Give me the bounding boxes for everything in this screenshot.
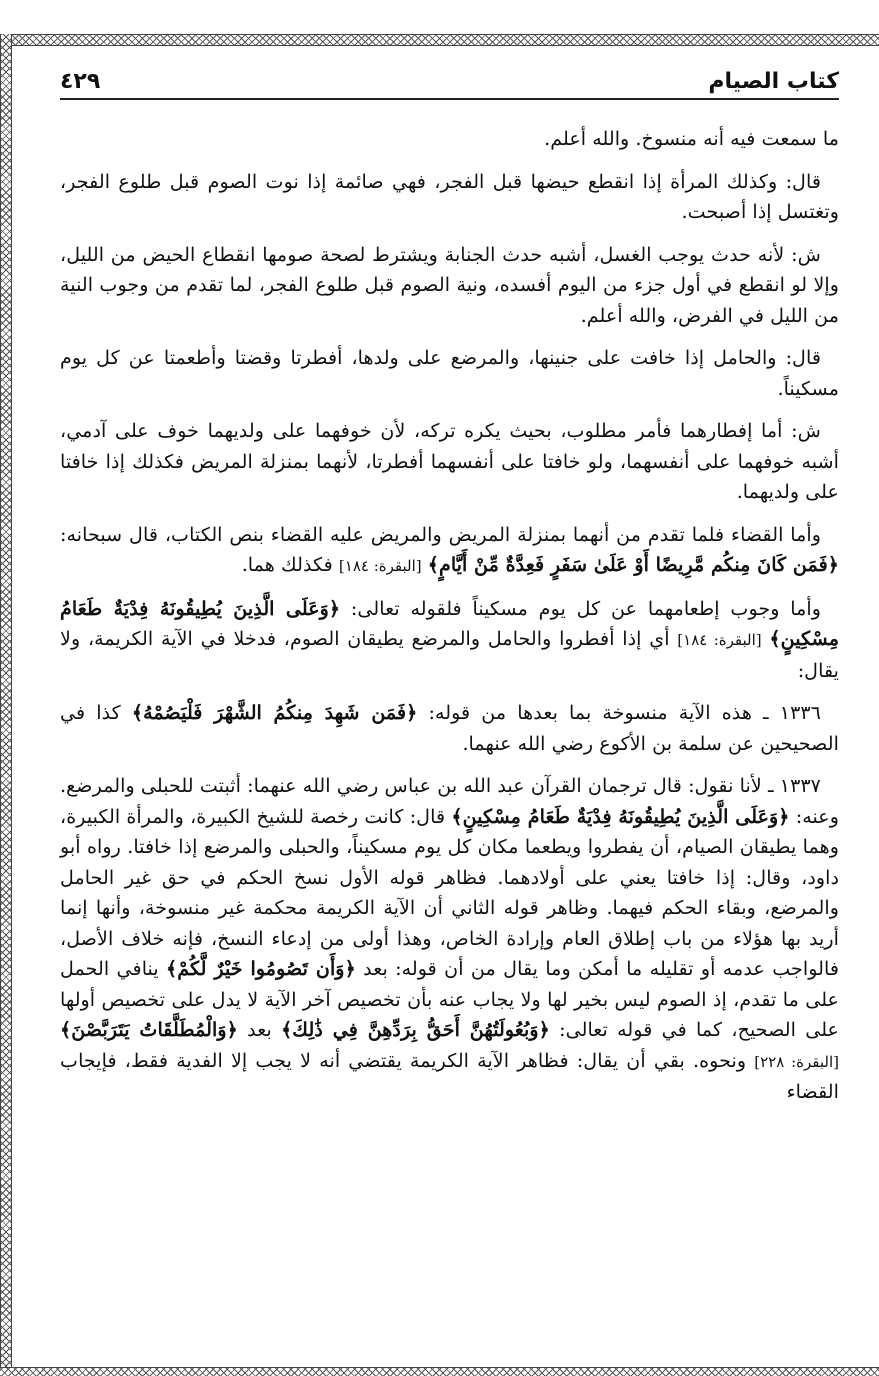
paragraph-6: [60, 520, 839, 582]
paragraph-1: ما سمعت فيه أنه منسوخ. والله أعلم.: [544, 127, 839, 150]
text-segment: بعد: [237, 1018, 282, 1041]
quran-verse: ﴿فَمَن كَانَ مِنكُم مَّرِيضًا أَوْ عَلَىٰ سَفَرٍ فَعِدَّةٌ مِّنْ أَيَّامٍ﴾: [427, 553, 839, 576]
quran-verse: ﴿وَأَن تَصُومُوا خَيْرٌ لَّكُمْ﴾: [166, 957, 356, 980]
ornamental-border-left: [0, 34, 12, 1376]
paragraph-9: [60, 771, 839, 1108]
quran-verse: ﴿وَعَلَى الَّذِينَ يُطِيقُونَهُ فِدْيَةٌ طَعَامُ مِسْكِينٍ﴾: [451, 804, 790, 828]
paragraph-4: قال: والحامل إذا خافت على جنينها، والمرضع على ولدها، أفطرتا وقضتا وأطعمتا عن كل يوم مسكيناً.: [60, 346, 839, 400]
text-segment: قال: كانت رخصة للشيخ الكبيرة، والمرأة الكبيرة، وهما يطيقان الصيام، أن يفطروا ويطعما مكان كل يوم مسكيناً، والحبلى والمرضع إذا خافتا. رواه أبو داود، وقال: إذا خافتا يعني على أولادهما. فظاهر قوله الأول نسخ الحكم في حق غير الحامل والمرضع، وبقاء الحكم فيهما. وظاهر قوله الثاني أن الآية الكريمة محكمة غير منسوخة، وأنها إنما أريد بها هؤلاء من باب إطلاق العام وإرادة الخاص، وهذا أولى من إدعاء النسخ، فإنه خلاف الأصل، فالواجب عدمه أو تقليله ما أمكن وما يقال من أن قوله: بعد: [60, 804, 840, 980]
page-body: [60, 124, 839, 1120]
text-segment: ١٣٣٧ ـ لأنا نقول: قال ترجمان القرآن عبد الله بن عباس رضي الله عنهما: أثبتت للحبلى والمرضع. وعنه:: [60, 774, 839, 828]
text-segment: ١٣٣٦ ـ هذه الآية منسوخة بما بعدها من قوله:: [417, 701, 821, 724]
text-segment: أي إذا أفطروا والحامل والمرضع يطيقان الصوم، فدخلا في الآية الكريمة، ولا يقال:: [60, 627, 839, 682]
ornamental-border-top: [0, 34, 879, 46]
paragraph-5: ش: أما إفطارهما فأمر مطلوب، بحيث يكره تركه، لأن خوفهما على ولديهما خوف على آدمي، أشبه خوفهما على أنفسهما، ولو خافتا على أنفسهما أفطرتا، لأنهما بمنزلة المريض فكذلك إذا خافتا على ولديهما.: [60, 419, 839, 503]
verse-reference: [البقرة: ١٨٤]: [338, 557, 422, 575]
ornamental-border-bottom: [0, 1367, 879, 1376]
paragraph-8: [60, 698, 839, 759]
quran-verse: ﴿فَمَن شَهِدَ مِنكُمُ الشَّهْرَ فَلْيَصُمْهُ﴾: [131, 701, 418, 724]
quran-verse: ﴿وَبُعُولَتُهُنَّ أَحَقُّ بِرَدِّهِنَّ فِي ذَٰلِكَ﴾: [281, 1018, 550, 1041]
verse-reference: [البقرة: ١٨٤]: [677, 631, 762, 649]
text-segment: كذا في الصحيحين عن سلمة بن الأكوع رضي الله عنهما.: [60, 701, 839, 755]
page-number: ٤٢٩: [60, 68, 101, 94]
text-segment: ونحوه. بقي أن يقال: فظاهر الآية الكريمة يقتضي أنه لا يجب إلا الفدية فقط، فإيجاب القضاء: [60, 1048, 839, 1103]
text-segment: فكذلك هما.: [241, 553, 339, 576]
running-title: كتاب الصيام: [708, 68, 839, 94]
text-segment: وأما وجوب إطعامهما عن كل يوم مسكيناً فلقوله تعالى:: [340, 596, 821, 620]
paragraph-3: ش: لأنه حدث يوجب الغسل، أشبه حدث الجنابة ويشترط لصحة صومها انقطاع الحيض من الليل، وإلا لو انقطع في أول جزء من اليوم أفسده، ونية الصوم قبل طلوع الفجر، لما تقدم من وجوب النية من الليل في الفرض، والله أعلم.: [60, 242, 839, 327]
quran-verse: ﴿وَعَلَى الَّذِينَ يُطِيقُونَهُ فِدْيَةٌ طَعَامُ مِسْكِينٍ﴾: [60, 596, 839, 650]
quran-verse: ﴿وَالْمُطَلَّقَاتُ يَتَرَبَّصْنَ﴾: [60, 1018, 238, 1041]
text-segment: وأما القضاء فلما تقدم من أنهما بمنزلة المريض والمريض عليه القضاء بنص الكتاب، قال سبحانه:: [60, 522, 821, 546]
paragraph-2: قال: وكذلك المرأة إذا انقطع حيضها قبل الفجر، فهي صائمة إذا نوت الصوم قبل طلوع الفجر، وتغتسل إذا أصبحت.: [60, 169, 839, 223]
verse-reference: [البقرة: ٢٢٨]: [754, 1052, 839, 1071]
paragraph-7: [60, 594, 839, 687]
page-header: [60, 64, 839, 100]
text-segment: ينافي الحمل على ما تقدم، إذ الصوم ليس بخير لها ولا يجاب عنه بأن تخصيص آخر الآية لا يدل على تخصيص أولها على الصحيح، كما في قوله تعالى:: [60, 957, 839, 1041]
